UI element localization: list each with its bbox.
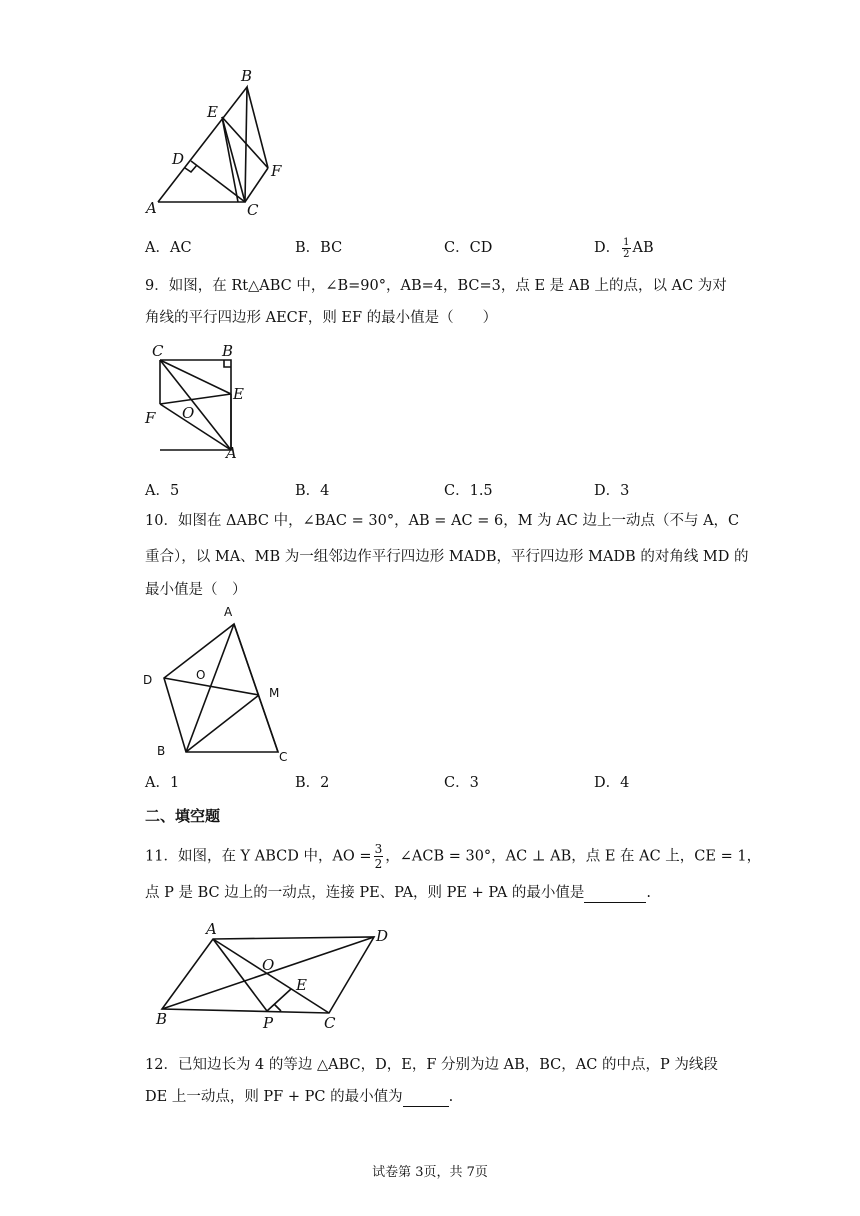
q10-figure <box>138 600 298 770</box>
q10-label-d: D <box>143 673 153 687</box>
q10-options <box>145 771 765 791</box>
q9-label-c: C <box>152 342 164 360</box>
q8-options <box>145 236 765 260</box>
q8-option-d-suffix: AB <box>632 240 654 256</box>
q12-text-line1: 12．已知边长为 4 的等边 △ABC，D，E，F 分别为边 AB，BC，AC 的中点，P 为线段 <box>145 1057 718 1073</box>
q11-line2-text: 点 P 是 BC 边上的一动点，连接 PE、PA，则 PE + PA 的最小值是 <box>145 885 585 901</box>
q12-answer-blank[interactable] <box>403 1090 449 1107</box>
q8-option-d-prefix: D． <box>594 240 621 256</box>
q9-label-o: O <box>182 404 195 422</box>
q11-label-b: B <box>156 1010 168 1028</box>
q8-label-c: C <box>247 201 259 219</box>
section-fill-in-title: 二、填空题 <box>145 807 221 825</box>
q9-label-e: E <box>233 385 244 403</box>
q11-label-c: C <box>324 1014 336 1032</box>
q10-label-b: B <box>157 744 166 758</box>
q12-line2-text: DE 上一动点，则 PF + PC 的最小值为 <box>145 1089 403 1105</box>
q8-label-f: F <box>271 162 282 180</box>
q11-label-d: D <box>376 927 389 945</box>
q8-label-b: B <box>241 67 253 85</box>
q10-text-line1: 10．如图在 ΔABC 中，∠BAC = 30°，AB = AC = 6，M 为 AC 边上一动点（不与 A，C <box>145 513 740 529</box>
q11-text-line2: 点 P 是 BC 边上的一动点，连接 PE、PA，则 PE + PA 的最小值是 . <box>145 885 651 901</box>
q11-label-e: E <box>296 976 307 994</box>
q8-option-c[interactable]: C．CD <box>444 240 493 256</box>
q11-text-line1 <box>145 842 761 871</box>
q8-label-e: E <box>207 103 218 121</box>
q9-text-line1: 9．如图，在 Rt△ABC 中，∠B=90°，AB=4，BC=3，点 E 是 AB 上的点，以 AC 为对 <box>145 278 727 294</box>
q9-text-line2: 角线的平行四边形 AECF，则 EF 的最小值是（ ） <box>145 310 498 326</box>
q10-option-b[interactable]: B．2 <box>295 775 330 791</box>
q9-options <box>145 479 765 499</box>
q11-label-o: O <box>262 956 275 974</box>
q8-triangle <box>158 87 247 202</box>
q11-figure <box>150 920 395 1035</box>
q11-answer-blank[interactable] <box>584 886 646 903</box>
q10-label-c: C <box>279 750 288 764</box>
q8-label-a: A <box>146 199 157 217</box>
q10-label-a: A <box>224 605 233 619</box>
q9-figure <box>140 340 250 465</box>
q9-option-d[interactable]: D．3 <box>594 483 630 499</box>
q10-text-line3: 最小值是（ ） <box>145 582 247 598</box>
q8-figure <box>140 65 300 225</box>
q10-option-c[interactable]: C．3 <box>444 775 479 791</box>
page-footer: 试卷第 3页，共 7页 <box>372 1165 488 1180</box>
q9-label-a: A <box>226 444 237 462</box>
q8-option-a[interactable]: A．AC <box>145 240 192 256</box>
q8-option-b[interactable]: B．BC <box>295 240 343 256</box>
q11-fraction: $\frac{3}{2}$ <box>374 842 383 871</box>
q8-option-d-fraction: $\frac{1}{2}$ <box>623 236 630 260</box>
q10-label-o: O <box>196 668 206 682</box>
q10-text-line2: 重合），以 MA、MB 为一组邻边作平行四边形 MADB，平行四边形 MADB 的对角线 MD 的 <box>145 549 749 565</box>
q10-option-d[interactable]: D．4 <box>594 775 630 791</box>
q11-label-a: A <box>206 920 217 938</box>
q9-option-a[interactable]: A．5 <box>145 483 180 499</box>
q10-label-m: M <box>269 686 280 700</box>
q9-label-b: B <box>222 342 234 360</box>
q12-text-line2: DE 上一动点，则 PF + PC 的最小值为 . <box>145 1089 454 1105</box>
q8-option-d[interactable] <box>594 236 654 260</box>
q11-line1-pre: 11．如图，在 Y ABCD 中，AO = <box>145 848 372 865</box>
q9-option-c[interactable]: C．1.5 <box>444 483 493 499</box>
q11-label-p: P <box>263 1014 274 1032</box>
q11-line1-post: ，∠ACB = 30°，AC ⊥ AB，点 E 在 AC 上，CE = 1， <box>385 848 762 865</box>
q10-option-a[interactable]: A．1 <box>145 775 180 791</box>
q9-label-f: F <box>145 409 156 427</box>
q9-option-b[interactable]: B．4 <box>295 483 330 499</box>
q8-label-d: D <box>172 150 185 168</box>
